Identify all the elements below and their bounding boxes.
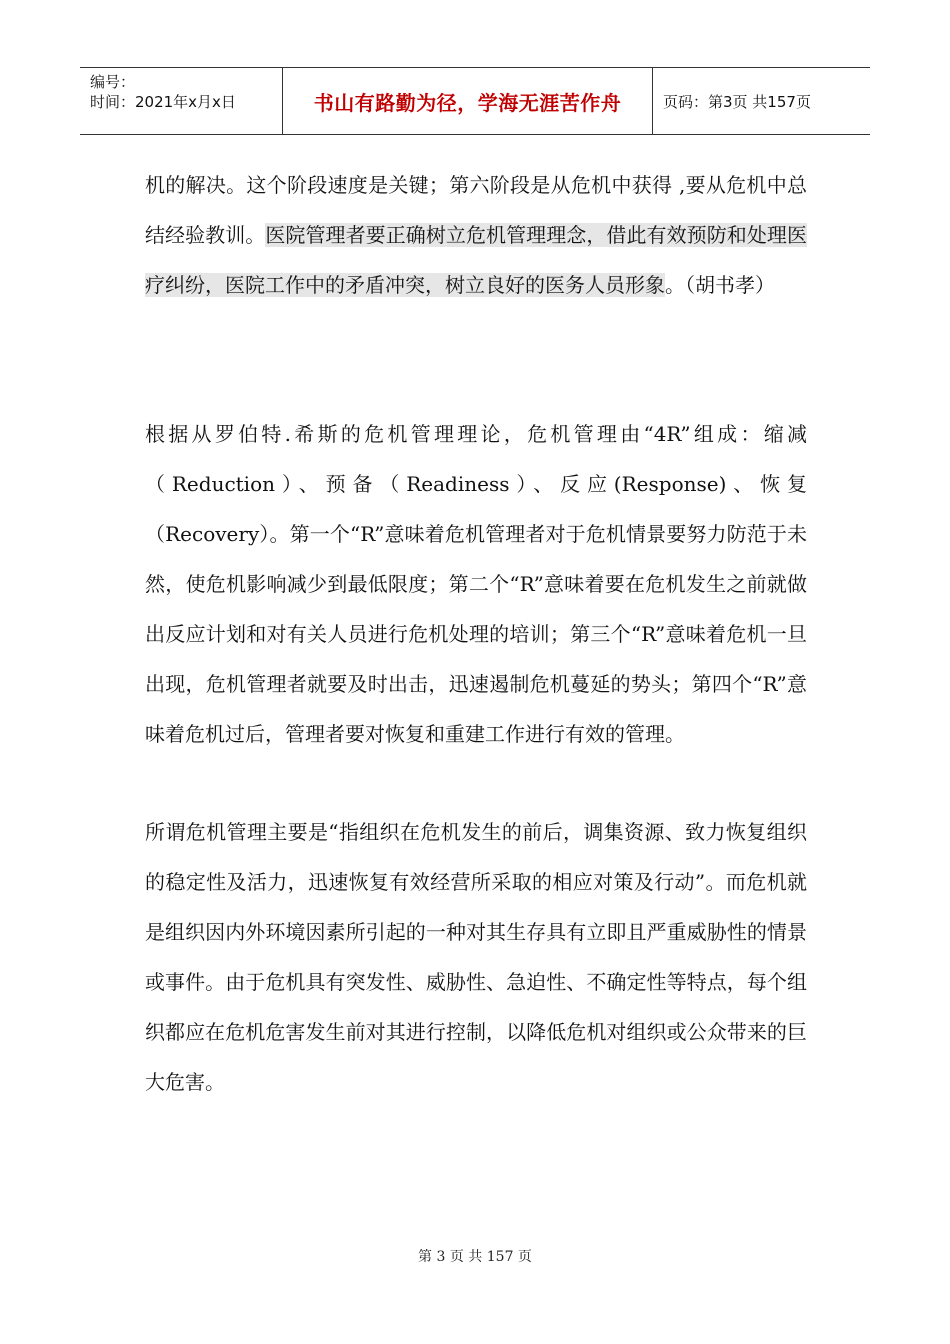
time-label: 时间：2021年x月x日 bbox=[90, 93, 236, 111]
header-meta bbox=[80, 68, 282, 134]
paragraph-1-text: 机的解决。这个阶段速度是关键；第六阶段是从危机中获得 ,要从危机中总结经验教训。 bbox=[145, 173, 807, 247]
header-motto: 书山有路勤为径，学海无涯苦作舟 bbox=[282, 68, 653, 134]
paragraph-3: 所谓危机管理主要是“指组织在危机发生的前后，调集资源、致力恢复组织的稳定性及活力，迅速恢复有效经营所采取的相应对策及行动”。而危机就是组织因内外环境因素所引起的一种对其生存具有立即且严重威胁性的情景或事件。由于危机具有突发性、威胁性、急迫性、不确定性等特点，每个组织都应在危机危害发生前对其进行控制，以降低危机对组织或公众带来的巨大危害。 bbox=[145, 820, 807, 1094]
paragraph-1 bbox=[145, 160, 807, 310]
spacer bbox=[145, 310, 807, 409]
number-label: 编号： bbox=[90, 73, 136, 91]
spacer bbox=[145, 759, 807, 807]
header-page-number: 页码：第3页 共157页 bbox=[663, 92, 811, 111]
page-footer: 第 3 页 共 157 页 bbox=[418, 1249, 532, 1265]
highlighted-text: 医院管理者要正确树立危机管理理念，借此有效预防和处理医疗纠纷，医院工作中的矛盾冲突，树立良好的医务人员形象 bbox=[145, 223, 807, 297]
document-body bbox=[145, 160, 807, 1107]
page-header bbox=[80, 67, 870, 135]
paragraph-2: 根据从罗伯特.希斯的危机管理理论，危机管理由“4R”组成：缩减（Reduction）、预备（Readiness）、反应(Response)、恢复（Recovery）。第一个“R”意味着危机管理者对于危机情景要努力防范于未然，使危机影响减少到最低限度；第二个“R”意味着要在危机发生之前就做出反应计划和对有关人员进行危机处理的培训；第三个“R”意味着危机一旦出现，危机管理者就要及时出击，迅速遏制危机蔓延的势头；第四个“R”意味着危机过后，管理者要对恢复和重建工作进行有效的管理。 bbox=[145, 422, 807, 746]
paragraph-1-author: 。（胡书孝） bbox=[665, 273, 775, 297]
